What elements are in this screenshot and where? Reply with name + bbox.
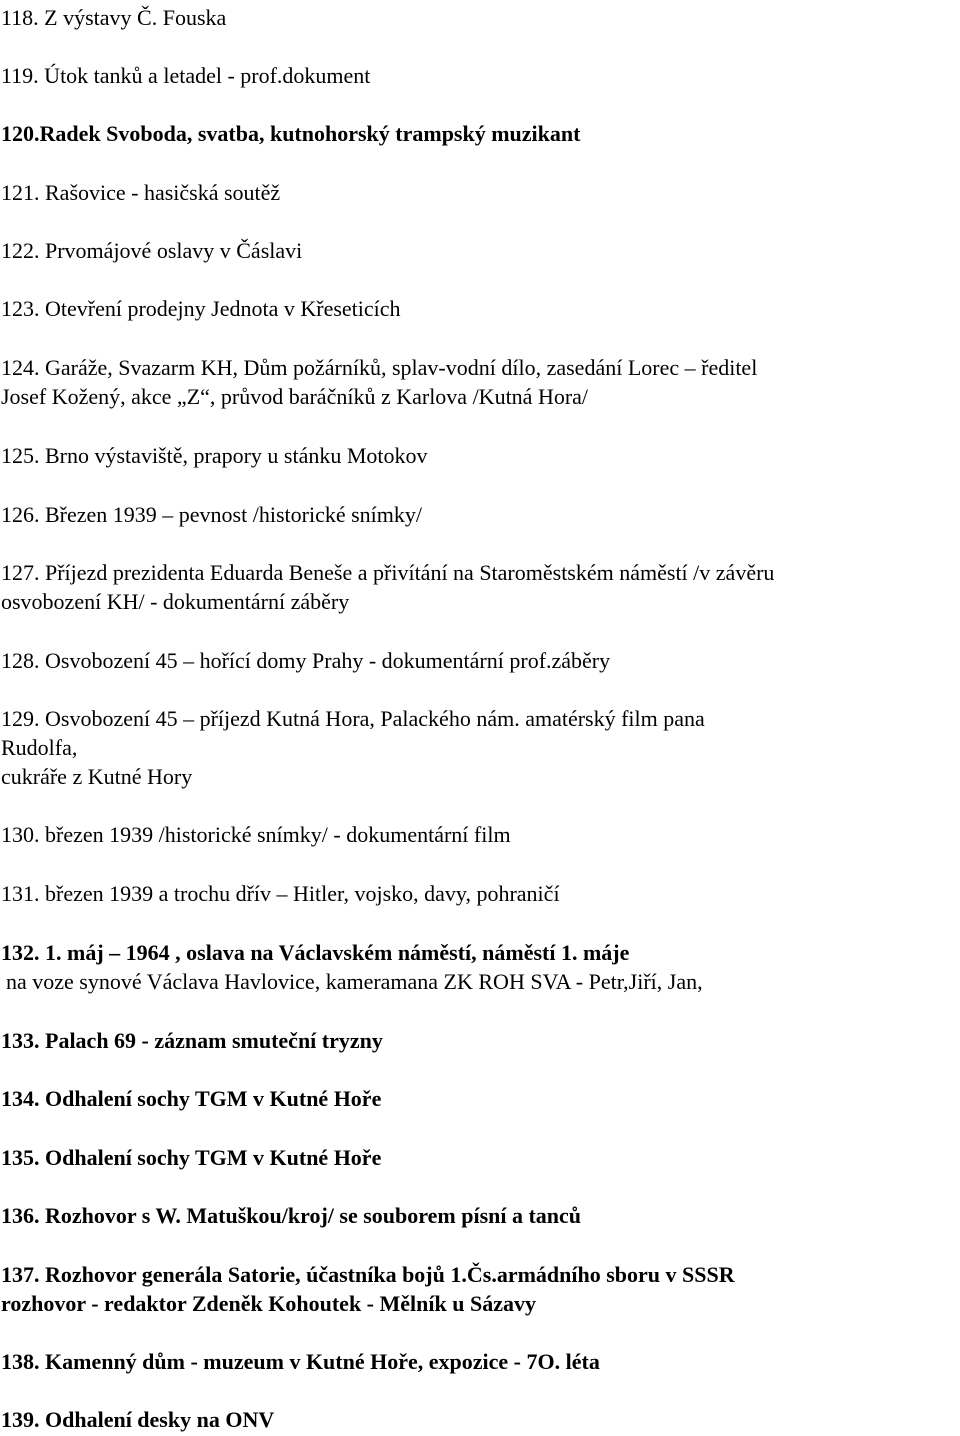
list-item-text: 133. Palach 69 - záznam smuteční tryzny [1, 1028, 383, 1053]
list-item-118 [1, 3, 959, 32]
list-item-127 [1, 558, 959, 616]
list-item-text: 122. Prvomájové oslavy v Čáslavi [1, 238, 303, 263]
list-item-121 [1, 178, 959, 207]
list-item-128 [1, 646, 959, 675]
list-item-text: 131. březen 1939 a trochu dřív – Hitler, vojsko, davy, pohraničí [1, 881, 560, 906]
list-item-133 [1, 1026, 959, 1055]
list-item-122 [1, 236, 959, 265]
list-item-126 [1, 500, 959, 529]
list-item-text: 134. Odhalení sochy TGM v Kutné Hoře [1, 1086, 382, 1111]
list-item-130 [1, 820, 959, 849]
list-item-text: na voze synové Václava Havlovice, kameramana ZK ROH SVA - Petr,Jiří, Jan, [6, 969, 703, 994]
list-item-text: 138. Kamenný dům - muzeum v Kutné Hoře, expozice - 7O. léta [1, 1349, 600, 1374]
list-item-132 [1, 938, 959, 996]
list-item-text: rozhovor - redaktor Zdeněk Kohoutek - Mělník u Sázavy [1, 1291, 536, 1316]
list-item-131 [1, 879, 959, 908]
list-item-text: 126. Březen 1939 – pevnost /historické snímky/ [1, 502, 422, 527]
list-item-123 [1, 294, 959, 323]
list-item-text: Rudolfa, [1, 735, 78, 760]
list-item-137 [1, 1260, 959, 1318]
list-item-125 [1, 441, 959, 470]
list-item-134 [1, 1084, 959, 1113]
list-item-text: cukráře z Kutné Hory [1, 764, 193, 789]
list-item-136 [1, 1201, 959, 1230]
list-item-text: 120.Radek Svoboda, svatba, kutnohorský trampský muzikant [1, 121, 581, 146]
list-item-text: 128. Osvobození 45 – hořící domy Prahy - dokumentární prof.záběry [1, 648, 611, 673]
list-item-text: 118. Z výstavy Č. Fouska [1, 5, 227, 30]
list-item-text: osvobození KH/ - dokumentární záběry [1, 589, 350, 614]
list-item-text: 136. Rozhovor s W. Matuškou/kroj/ se souborem písní a tanců [1, 1203, 582, 1228]
list-item-139 [1, 1405, 959, 1434]
list-item-135 [1, 1143, 959, 1172]
list-item-text: 124. Garáže, Svazarm KH, Dům požárníků, splav-vodní dílo, zasedání Lorec – ředitel [1, 355, 758, 380]
list-item-text: 123. Otevření prodejny Jednota v Křeseticích [1, 296, 401, 321]
list-item-text: 127. Příjezd prezidenta Eduarda Beneše a přivítání na Staroměstském náměstí /v závěru [1, 560, 775, 585]
list-item-120 [1, 119, 959, 148]
list-item-text: 135. Odhalení sochy TGM v Kutné Hoře [1, 1145, 382, 1170]
list-item-text: 121. Rašovice - hasičská soutěž [1, 180, 281, 205]
list-item-124 [1, 353, 959, 411]
list-item-text: 137. Rozhovor generála Satorie, účastníka bojů 1.Čs.armádního sboru v SSSR [1, 1262, 735, 1287]
list-item-text: 139. Odhalení desky na ONV [1, 1407, 275, 1432]
list-item-text: Josef Kožený, akce „Z“, průvod baráčníků z Karlova /Kutná Hora/ [1, 384, 589, 409]
list-item-129 [1, 704, 959, 791]
list-item-text: 119. Útok tanků a letadel - prof.dokument [1, 63, 371, 88]
list-item-text: 132. 1. máj – 1964 , oslava na Václavském náměstí, náměstí 1. máje [1, 940, 630, 965]
list-item-119 [1, 61, 959, 90]
list-item-text: 125. Brno výstaviště, prapory u stánku Motokov [1, 443, 428, 468]
list-item-text: 129. Osvobození 45 – příjezd Kutná Hora, Palackého nám. amatérský film pana [1, 706, 705, 731]
list-item-138 [1, 1347, 959, 1376]
list-item-text: 130. březen 1939 /historické snímky/ - dokumentární film [1, 822, 511, 847]
